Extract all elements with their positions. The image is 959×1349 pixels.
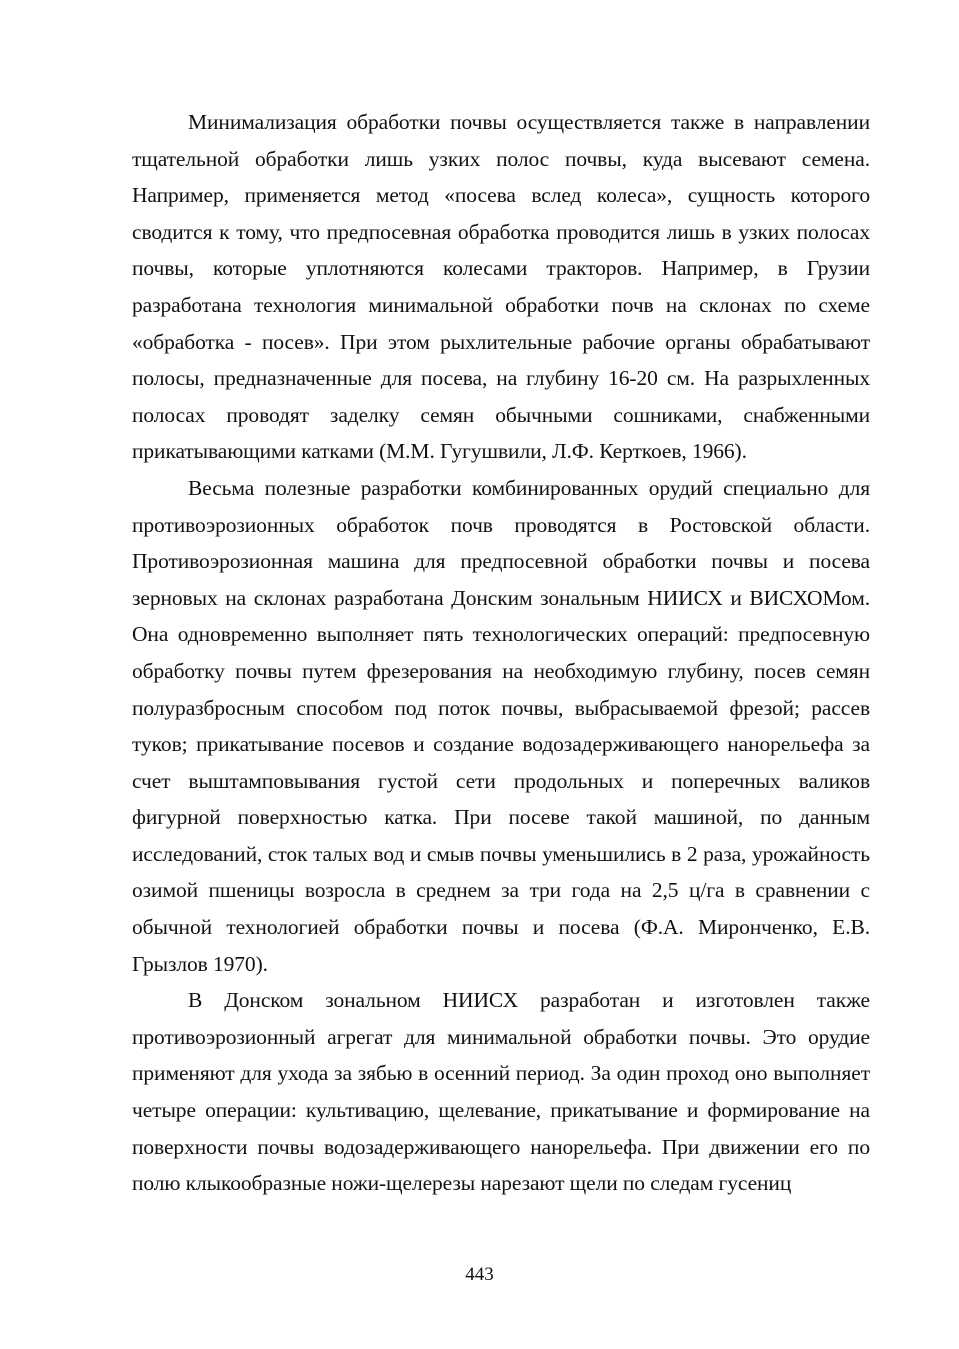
paragraph-1: Минимализация обработки почвы осуществляется также в направлении тщательной обработки лишь узких полос почвы, куда высевают семена. Например, применяется метод «посева вслед колеса», сущность которого сводится к тому, что предпосевная обработка проводится лишь в узких полосах почвы, которые уплотняются колесами тракторов. Например, в Грузии разработана технология минимальной обработки почв на склонах по схеме «обработка - посев». При этом рыхлительные рабочие органы обрабатывают полосы, предназначенные для посева, на глубину 16-20 см. На разрыхленных полосах проводят заделку семян обычными сошниками, снабженными прикатывающими катками (М.М. Гугушвили, Л.Ф. Керткоев, 1966). [132,110,870,464]
paragraph-2: Весьма полезные разработки комбинированных орудий специально для противоэрозионных обработок почв проводятся в Ростовской области. Противоэрозионная машина для предпосевной обработки почвы и посева зерновых на склонах разработана Донским зональным НИИСХ и ВИСХОМом. Она одновременно выполняет пять технологических операций: предпосевную обработку почвы путем фрезерования на необходимую глубину, посев семян полуразбросным способом под поток почвы, выбрасываемой фрезой; рассев туков; прикатывание посевов и создание водозадерживающего нанорельефа за счет выштамповывания густой сети продольных и поперечных валиков фигурной поверхностью катка. При посеве такой машиной, по данным исследований, сток талых вод и смыв почвы уменьшились в 2 раза, урожайность озимой пшеницы возросла в среднем за три года на 2,5 ц/га в сравнении с обычной технологией обработки почвы и посева (Ф.А. Миронченко, Е.В. Грызлов 1970). [132,475,870,976]
paragraph-3: В Донском зональном НИИСХ разработан и изготовлен также противоэрозионный агрегат для минимальной обработки почвы. Это орудие применяют для ухода за зябью в осенний период. За один проход оно выполняет четыре операции: культивацию, щелевание, прикатывание и формирование на поверхности почвы водозадерживающего нанорельефа. При движении его по полю клыкообразные ножи-щелерезы нарезают щели по следам гусениц [132,988,870,1196]
page-body [132,104,870,1202]
page-number: 443 [465,1264,494,1285]
